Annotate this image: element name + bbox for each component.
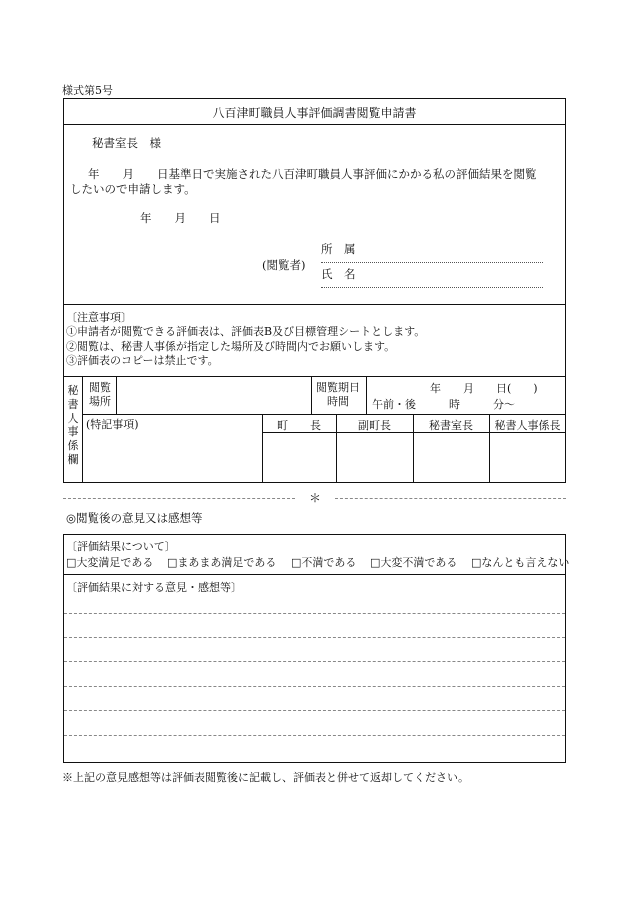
separator-line-left: [63, 498, 295, 499]
datetime-left-divider: [311, 376, 312, 414]
name-field[interactable]: [321, 287, 543, 288]
place-field[interactable]: [117, 377, 310, 413]
remarks-field[interactable]: [83, 432, 261, 482]
deputy-mayor-seal-field[interactable]: [337, 433, 412, 482]
application-date: 年 月 日: [140, 211, 221, 225]
datetime-label: 閲覧期日時間: [316, 381, 360, 408]
comment-line[interactable]: [64, 613, 565, 614]
affiliation-field[interactable]: [321, 262, 543, 263]
evaluation-heading: 〔評価結果について〕: [66, 540, 176, 553]
form-number: 様式第5号: [62, 84, 113, 97]
approver-personnel-chief: 秘書人事係長: [494, 419, 561, 432]
comment-line[interactable]: [64, 735, 565, 736]
comment-line[interactable]: [64, 637, 565, 638]
option-dissatisfied[interactable]: □不満である: [291, 556, 357, 569]
affiliation-label: 所 属: [321, 242, 356, 256]
secretary-chief-seal-field[interactable]: [414, 433, 488, 482]
notes-item: ②閲覧は、秘書人事係が指定した場所及び時間内でお願いします。: [66, 340, 396, 353]
row-divider: [82, 414, 566, 415]
comment-heading: 〔評価結果に対する意見・感想等〕: [66, 581, 242, 594]
option-very-satisfied[interactable]: □大変満足である: [66, 556, 154, 569]
approver-secretary-chief: 秘書室長: [429, 419, 473, 432]
viewer-label: (閲覧者): [262, 258, 306, 272]
notes-heading: 〔注意事項〕: [66, 311, 132, 324]
form-title: 八百津町職員人事評価調書閲覧申請書: [212, 106, 417, 120]
comment-line[interactable]: [64, 686, 565, 687]
option-undecided[interactable]: □なんとも言えない: [471, 556, 570, 569]
personnel-chief-seal-field[interactable]: [490, 433, 565, 482]
addressee: 秘書室長 様: [92, 136, 161, 150]
notes-divider: [63, 304, 566, 305]
datetime-right-divider: [366, 376, 367, 414]
viewing-date: 年 月 日( ): [430, 382, 538, 395]
option-somewhat-satisfied[interactable]: □まあまあ満足である: [167, 556, 277, 569]
request-text-line1: 年 月 日基準日で実施された八百津町職員人事評価にかかる私の評価結果を閲覧: [88, 167, 537, 181]
secretary-side-label: 秘書人事係欄: [67, 384, 79, 466]
opinion-heading: ◎閲覧後の意見又は感想等: [66, 511, 203, 525]
name-label: 氏 名: [321, 267, 356, 281]
viewing-time: 午前・後 時 分～: [372, 398, 515, 411]
remarks-label: (特記事項): [86, 418, 139, 431]
separator-line-right: [335, 498, 566, 499]
option-very-dissatisfied[interactable]: □大変不満である: [370, 556, 458, 569]
comment-line[interactable]: [64, 661, 565, 662]
footer-note: ※上記の意見感想等は評価表閲覧後に記載し、評価表と併せて返却してください。: [62, 771, 469, 784]
place-label: 閲覧場所: [89, 381, 111, 408]
notes-item: ①申請者が閲覧できる評価表は、評価表B及び目標管理シートとします。: [66, 325, 426, 338]
request-text-line2: したいので申請します。: [70, 182, 196, 196]
comment-line[interactable]: [64, 710, 565, 711]
title-divider: [63, 124, 566, 125]
evaluation-divider: [63, 574, 566, 575]
notes-item: ③評価表のコピーは禁止です。: [66, 354, 219, 367]
approver-mayor: 町 長: [277, 419, 321, 432]
mayor-seal-field[interactable]: [263, 433, 335, 482]
approver-deputy-mayor: 副町長: [358, 419, 391, 432]
separator-mark: ＊: [308, 491, 321, 505]
